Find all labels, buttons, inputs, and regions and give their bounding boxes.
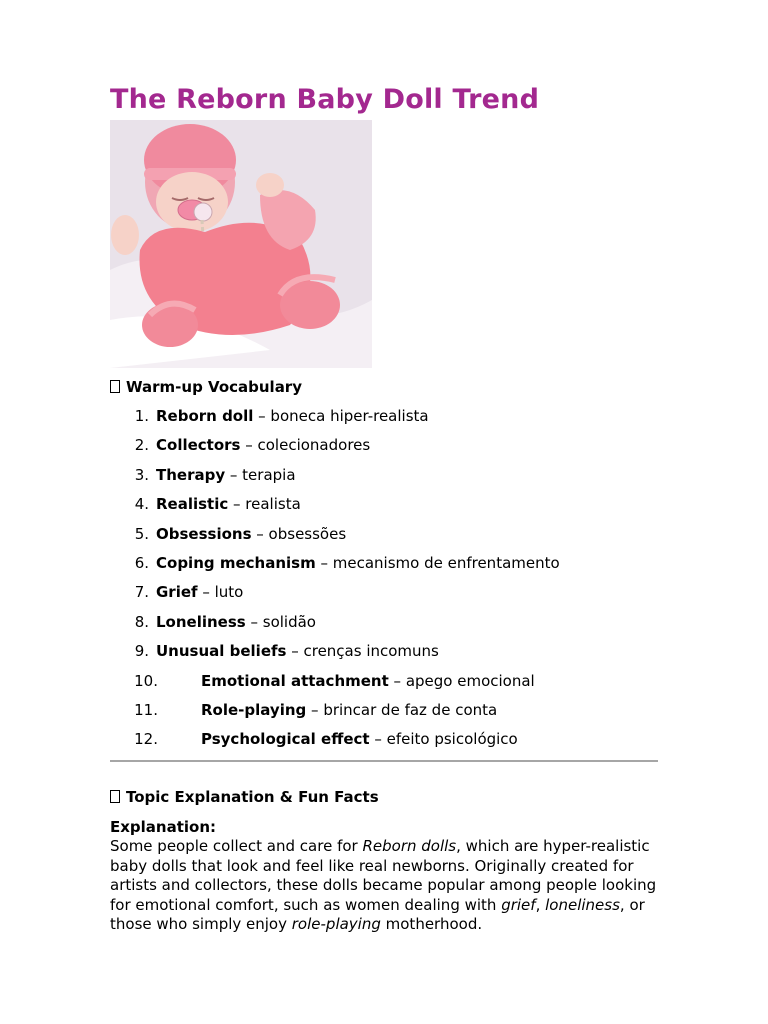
vocab-entry xyxy=(156,490,301,519)
vocab-term: Role-playing xyxy=(201,700,307,719)
topic-heading-text: Topic Explanation & Fun Facts xyxy=(126,788,379,806)
vocab-entry xyxy=(201,725,518,754)
vocab-entry xyxy=(156,461,296,490)
vocab-meaning: – realista xyxy=(228,495,301,514)
vocab-term: Unusual beliefs xyxy=(156,642,287,661)
explanation-text: , xyxy=(535,895,546,914)
explanation-text: Some people collect and care for xyxy=(110,837,363,855)
explanation-emphasis: Reborn dolls xyxy=(362,837,457,855)
vocab-meaning: – efeito psicológico xyxy=(369,730,518,749)
vocab-entry xyxy=(201,696,497,725)
vocab-meaning: – crenças incomuns xyxy=(286,642,439,661)
explanation-emphasis: loneliness xyxy=(545,895,620,914)
vocab-number: 9. xyxy=(134,642,149,661)
horizontal-divider xyxy=(110,760,658,762)
vocab-meaning: – solidão xyxy=(245,612,316,631)
vocab-term: Obsessions xyxy=(156,524,252,543)
warmup-heading-text: Warm-up Vocabulary xyxy=(126,378,302,396)
vocab-number: 1. xyxy=(134,407,149,425)
explanation-text: , or those who simply enjoy xyxy=(110,895,645,934)
vocab-entry xyxy=(156,402,429,431)
vocab-entry xyxy=(156,549,560,578)
vocab-number: 5. xyxy=(134,524,149,543)
missing-glyph-box-icon xyxy=(110,790,120,803)
vocab-meaning: – terapia xyxy=(225,465,296,484)
vocab-term: Psychological effect xyxy=(201,730,370,749)
vocab-entry xyxy=(201,667,535,696)
explanation-paragraph xyxy=(110,837,670,935)
missing-glyph-box-icon xyxy=(110,380,120,393)
page-title: The Reborn Baby Doll Trend xyxy=(110,84,540,115)
vocab-term: Loneliness xyxy=(156,612,246,631)
vocab-term: Emotional attachment xyxy=(201,671,389,690)
vocab-meaning: – colecionadores xyxy=(240,436,371,455)
vocab-number: 8. xyxy=(134,612,149,631)
vocab-number: 3. xyxy=(134,465,149,484)
topic-heading xyxy=(110,788,379,806)
vocab-number: 7. xyxy=(134,583,149,602)
vocab-meaning: – boneca hiper-realista xyxy=(253,407,429,425)
vocab-term: Grief xyxy=(156,583,198,602)
vocab-entry xyxy=(156,431,370,460)
vocab-number: 2. xyxy=(134,436,149,455)
vocab-meaning: – obsessões xyxy=(251,524,347,543)
explanation-label: Explanation: xyxy=(110,818,217,836)
vocab-term: Therapy xyxy=(156,465,226,484)
vocab-number: 4. xyxy=(134,495,149,514)
vocab-entry xyxy=(156,637,439,666)
vocab-meaning: – mecanismo de enfrentamento xyxy=(315,553,560,572)
vocab-number: 10. xyxy=(134,671,158,690)
explanation-emphasis: grief xyxy=(501,895,536,914)
vocab-entry xyxy=(156,578,243,607)
explanation-text: motherhood. xyxy=(380,915,483,934)
explanation-text: , which are hyper-realistic baby dolls that look and feel like real newborns. Originally created for artists and collectors, these dolls became popular among people looking for emotional comfort, such as women dealing with xyxy=(110,837,657,914)
vocab-term: Collectors xyxy=(156,436,241,455)
vocab-number: 11. xyxy=(134,700,158,719)
vocab-number: 12. xyxy=(134,730,158,749)
vocab-term: Realistic xyxy=(156,495,229,514)
vocab-number: 6. xyxy=(134,553,149,572)
reborn-doll-photo xyxy=(110,120,372,368)
vocab-entry xyxy=(156,608,316,637)
vocab-term: Reborn doll xyxy=(156,407,254,425)
vocab-term: Coping mechanism xyxy=(156,553,316,572)
vocab-entry xyxy=(156,520,346,549)
warmup-heading xyxy=(110,378,302,396)
explanation-emphasis: role-playing xyxy=(291,915,381,934)
vocab-meaning: – luto xyxy=(197,583,244,602)
vocab-meaning: – brincar de faz de conta xyxy=(306,700,498,719)
vocab-meaning: – apego emocional xyxy=(388,671,535,690)
